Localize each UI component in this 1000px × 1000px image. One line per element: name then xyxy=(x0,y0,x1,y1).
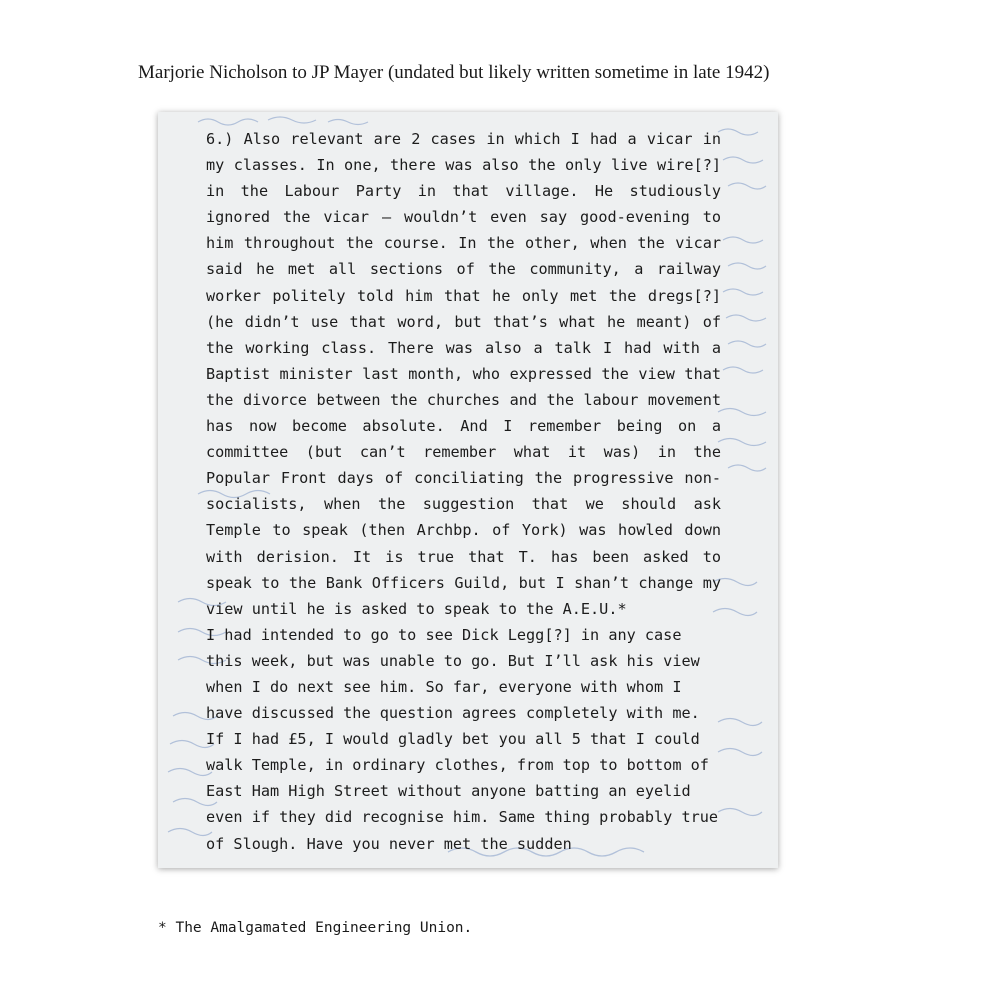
letter-scan xyxy=(158,112,778,868)
transcript-paragraph-1: 6.) Also relevant are 2 cases in which I had a vicar in my classes. In one, there was also the only live wire[?] in the Labour Party in that village. He studiously ignored the vicar – wouldn’t even say good-evening to him throughout the course. In the other, when the vicar said he met all sections of the community, a railway worker politely told him that he only met the dregs[?] (he didn’t use that word, but that’s what he meant) of the working class. There was also a talk I had with a Baptist minister last month, who expressed the view that the divorce between the churches and the labour movement has now become absolute. And I remember being on a committee (but can’t remember what it was) in the Popular Front days of conciliating the progressive non-socialists, when the suggestion that we should ask Temple to speak (then Archbp. of York) was howled down with derision. It is true that T. has been asked to speak to the Bank Officers Guild, but I shan’t change my view until he is asked to speak to the A.E.U.* xyxy=(206,130,721,618)
document-caption: Marjorie Nicholson to JP Mayer (undated but likely written sometime in late 1942) xyxy=(138,62,770,83)
letter-transcript xyxy=(206,126,721,857)
transcript-paragraph-2: I had intended to go to see Dick Legg[?] in any case this week, but was unable to go. But I’ll ask his view when I do next see him. So far, everyone with whom I have discussed the question agrees completely with me. If I had £5, I would gladly bet you all 5 that I could walk Temple, in ordinary clothes, from top to bottom of East Ham High Street without anyone batting an eyelid even if they did recognise him. Same thing probably true of Slough. Have you never met the sudden xyxy=(206,625,719,853)
footnote: * The Amalgamated Engineering Union. xyxy=(158,920,473,936)
